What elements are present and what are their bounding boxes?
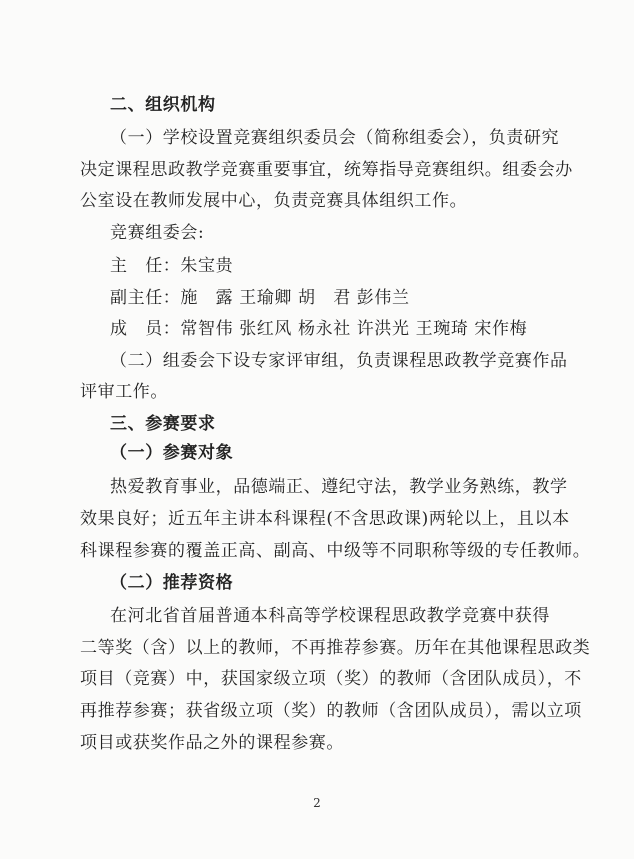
paragraph-line: 二等奖（含）以上的教师，不再推荐参赛。历年在其他课程思政类 [80, 638, 591, 658]
paragraph-line: 科课程参赛的覆盖正高、副高、中级等不同职称等级的专任教师。 [80, 541, 591, 561]
committee-members: 成 员：常智伟 张红风 杨永社 许洪光 王琬琦 宋作梅 [110, 319, 528, 339]
section-heading-requirements: 三、参赛要求 [110, 414, 216, 434]
paragraph-line: 在河北省首届普通本科高等学校课程思政教学竞赛中获得 [110, 606, 550, 626]
paragraph-line: 决定课程思政教学竞赛重要事宜，统筹指导竞赛组织。组委会办 [80, 160, 573, 180]
subheading-participants: （一）参赛对象 [110, 443, 234, 463]
paragraph-line: 效果良好；近五年主讲本科课程(不含思政课)两轮以上，且以本 [80, 509, 570, 529]
committee-deputy: 副主任：施 露 王瑜卿 胡 君 彭伟兰 [110, 288, 410, 308]
paragraph-line: 再推荐参赛；获省级立项（奖）的教师（含团队成员），需以立项 [80, 701, 582, 721]
subheading-eligibility: （二）推荐资格 [110, 573, 234, 593]
paragraph-line: （一）学校设置竞赛组织委员会（简称组委会），负责研究 [110, 128, 560, 148]
committee-label: 竞赛组委会: [110, 223, 205, 243]
section-heading-organization: 二、组织机构 [110, 95, 216, 115]
paragraph-line: 评审工作。 [80, 382, 168, 402]
page-number: 2 [313, 796, 321, 810]
committee-director: 主 任：朱宝贵 [110, 256, 234, 276]
paragraph-line: 项目或获奖作品之外的课程参赛。 [80, 733, 344, 753]
paragraph-line: 项目（竞赛）中，获国家级立项（奖）的教师（含团队成员），不 [80, 669, 582, 689]
paragraph-line: 公室设在教师发展中心，负责竞赛具体组织工作。 [80, 191, 468, 211]
paragraph-line: （二）组委会下设专家评审组，负责课程思政教学竞赛作品 [110, 351, 568, 371]
paragraph-line: 热爱教育事业，品德端正、遵纪守法，教学业务熟练，教学 [110, 477, 568, 497]
